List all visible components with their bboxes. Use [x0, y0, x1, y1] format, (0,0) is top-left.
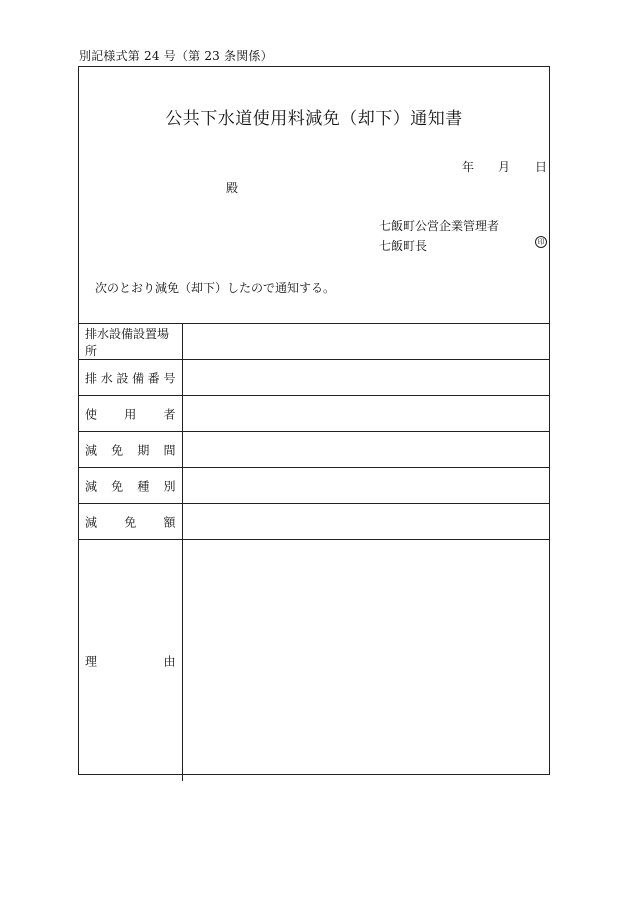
- label-char: 減: [85, 443, 98, 457]
- label-char: 期: [137, 443, 150, 457]
- label-char: 者: [163, 407, 176, 421]
- row-label-cell: [79, 432, 182, 468]
- user-label: [85, 405, 176, 422]
- details-table: [79, 323, 549, 781]
- exemption-type-label: [85, 477, 176, 494]
- document-title: 公共下水道使用料減免（却下）通知書: [165, 109, 463, 129]
- reason-value[interactable]: [182, 540, 549, 782]
- drainage-number-value[interactable]: [182, 360, 549, 396]
- date-month-label: 月: [498, 160, 511, 174]
- label-char: 由: [163, 654, 176, 668]
- label-char: 減: [85, 479, 98, 493]
- table-row: [79, 504, 549, 540]
- form-reference: 別記様式第 24 号（第 23 条関係）: [79, 49, 273, 63]
- row-label-cell: [79, 324, 182, 360]
- user-value[interactable]: [182, 396, 549, 432]
- row-label-cell: [79, 396, 182, 432]
- issuer-title: 七飯町公営企業管理者: [379, 219, 500, 233]
- label-char: 番: [147, 371, 160, 385]
- date-year-label: 年: [462, 160, 475, 174]
- label-char: 間: [163, 443, 176, 457]
- row-label-cell: [79, 504, 182, 540]
- drainage-location-label: 排水設備設置場所: [85, 326, 170, 358]
- date-day-label: 日: [535, 160, 548, 174]
- label-char: 減: [85, 515, 98, 529]
- row-label-cell: [79, 360, 182, 396]
- exemption-amount-label: [85, 513, 176, 530]
- row-label-cell: [79, 540, 182, 782]
- issuer-name: 七飯町長: [379, 239, 428, 253]
- exemption-period-label: [85, 441, 176, 458]
- exemption-type-value[interactable]: [182, 468, 549, 504]
- notice-form: [78, 66, 550, 775]
- table-row: [79, 360, 549, 396]
- label-char: 免: [124, 515, 137, 529]
- label-char: 理: [85, 654, 98, 668]
- table-row: [79, 324, 549, 360]
- notice-text: 次のとおり減免（却下）したので通知する。: [95, 281, 336, 295]
- drainage-location-value[interactable]: [182, 324, 549, 360]
- seal-mark: 印: [535, 236, 547, 248]
- table-row: [79, 540, 549, 782]
- table-row: [79, 432, 549, 468]
- label-char: 号: [163, 371, 176, 385]
- label-char: 使: [85, 407, 98, 421]
- label-char: 備: [132, 371, 145, 385]
- exemption-period-value[interactable]: [182, 432, 549, 468]
- label-char: 免: [111, 443, 124, 457]
- exemption-amount-value[interactable]: [182, 504, 549, 540]
- label-char: 種: [137, 479, 150, 493]
- label-char: 用: [124, 407, 137, 421]
- label-char: 額: [163, 515, 176, 529]
- table-row: [79, 468, 549, 504]
- recipient-honorific: 殿: [226, 181, 239, 195]
- label-char: 設: [116, 371, 129, 385]
- label-char: 免: [111, 479, 124, 493]
- label-char: 排: [85, 371, 98, 385]
- drainage-number-label: [85, 369, 176, 386]
- label-char: 水: [100, 371, 113, 385]
- table-row: [79, 396, 549, 432]
- label-char: 別: [163, 479, 176, 493]
- reason-label: [85, 652, 176, 669]
- row-label-cell: [79, 468, 182, 504]
